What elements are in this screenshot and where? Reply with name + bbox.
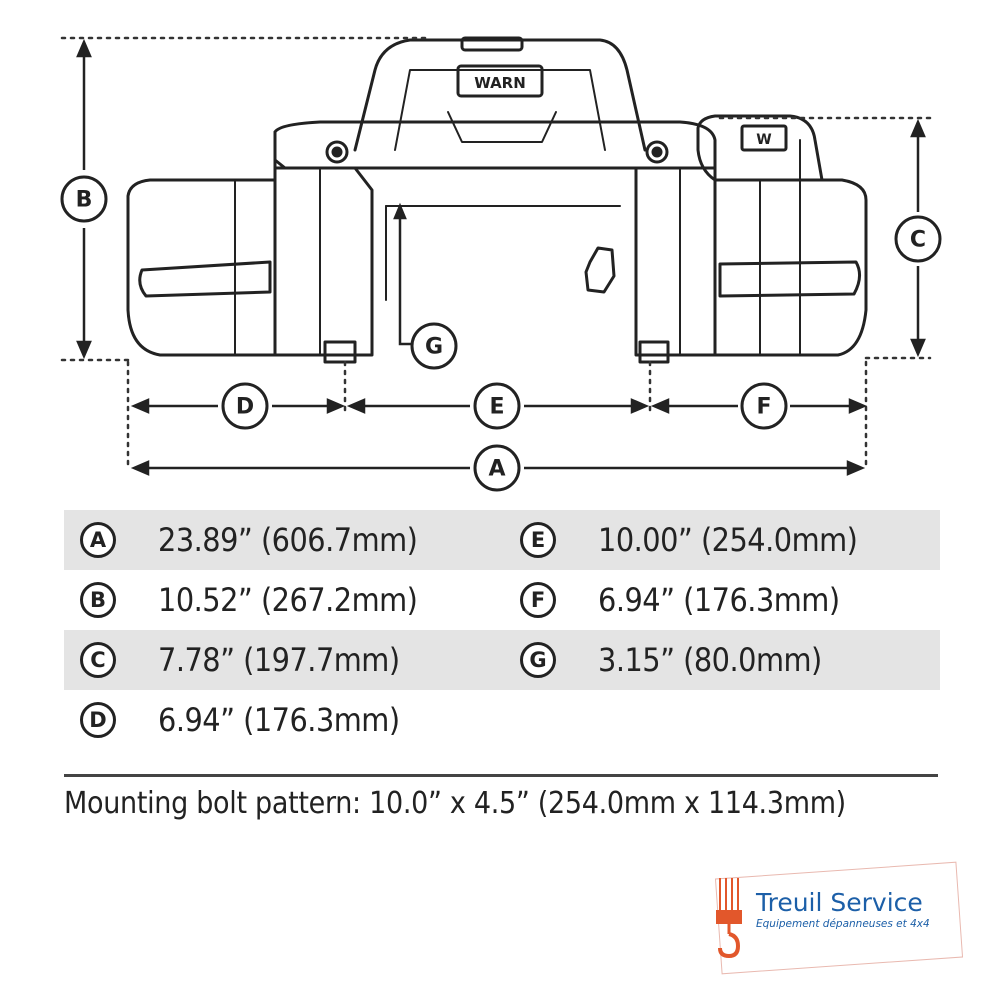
- spec-badge: C: [80, 642, 116, 678]
- winch-hook-icon: [708, 874, 752, 964]
- spec-badge: A: [80, 522, 116, 558]
- spec-row: [64, 570, 940, 630]
- spec-item-c: [80, 630, 400, 690]
- spec-row: [64, 510, 940, 570]
- dim-letter-a: A: [488, 456, 506, 482]
- right-foot: [640, 342, 668, 362]
- clutch-lever: [586, 248, 614, 292]
- logo-tagline: Equipement dépanneuses et 4x4: [756, 918, 930, 930]
- dimension-spec-table: [64, 510, 940, 750]
- logo-name: Treuil Service: [756, 888, 923, 917]
- brand-label: WARN: [474, 74, 526, 92]
- divider: [64, 774, 938, 777]
- dim-letter-d: D: [235, 394, 255, 420]
- spec-item-a: [80, 510, 417, 570]
- left-foot: [325, 342, 355, 362]
- spec-item-d: [80, 690, 400, 750]
- spec-row: [64, 690, 940, 750]
- spec-value: 7.78” (197.7mm): [158, 641, 400, 679]
- spec-row: [64, 630, 940, 690]
- spec-value: 6.94” (176.3mm): [598, 581, 840, 619]
- spec-item-e: [520, 510, 857, 570]
- spec-badge: G: [520, 642, 556, 678]
- dim-letter-b: B: [75, 187, 93, 213]
- spec-item-g: [520, 630, 822, 690]
- spec-value: 23.89” (606.7mm): [158, 521, 418, 559]
- spec-value: 6.94” (176.3mm): [158, 701, 400, 739]
- mounting-bolt-pattern: Mounting bolt pattern: 10.0” x 4.5” (254.0mm x 114.3mm): [64, 786, 846, 821]
- spec-value: 3.15” (80.0mm): [598, 641, 822, 679]
- right-gear-housing: [715, 180, 866, 355]
- dim-letter-g: G: [424, 334, 444, 360]
- spec-badge: F: [520, 582, 556, 618]
- spec-item-f: [520, 570, 840, 630]
- spec-value: 10.52” (267.2mm): [158, 581, 418, 619]
- spec-badge: B: [80, 582, 116, 618]
- dim-letter-e: E: [489, 394, 505, 420]
- dim-letter-f: F: [756, 394, 772, 420]
- spec-badge: E: [520, 522, 556, 558]
- spec-badge: D: [80, 702, 116, 738]
- dim-letter-c: C: [909, 227, 927, 253]
- contactor-badge-letter: W: [756, 132, 772, 148]
- treuil-service-logo[interactable]: [700, 862, 960, 972]
- spec-value: 10.00” (254.0mm): [598, 521, 858, 559]
- spec-item-b: [80, 570, 417, 630]
